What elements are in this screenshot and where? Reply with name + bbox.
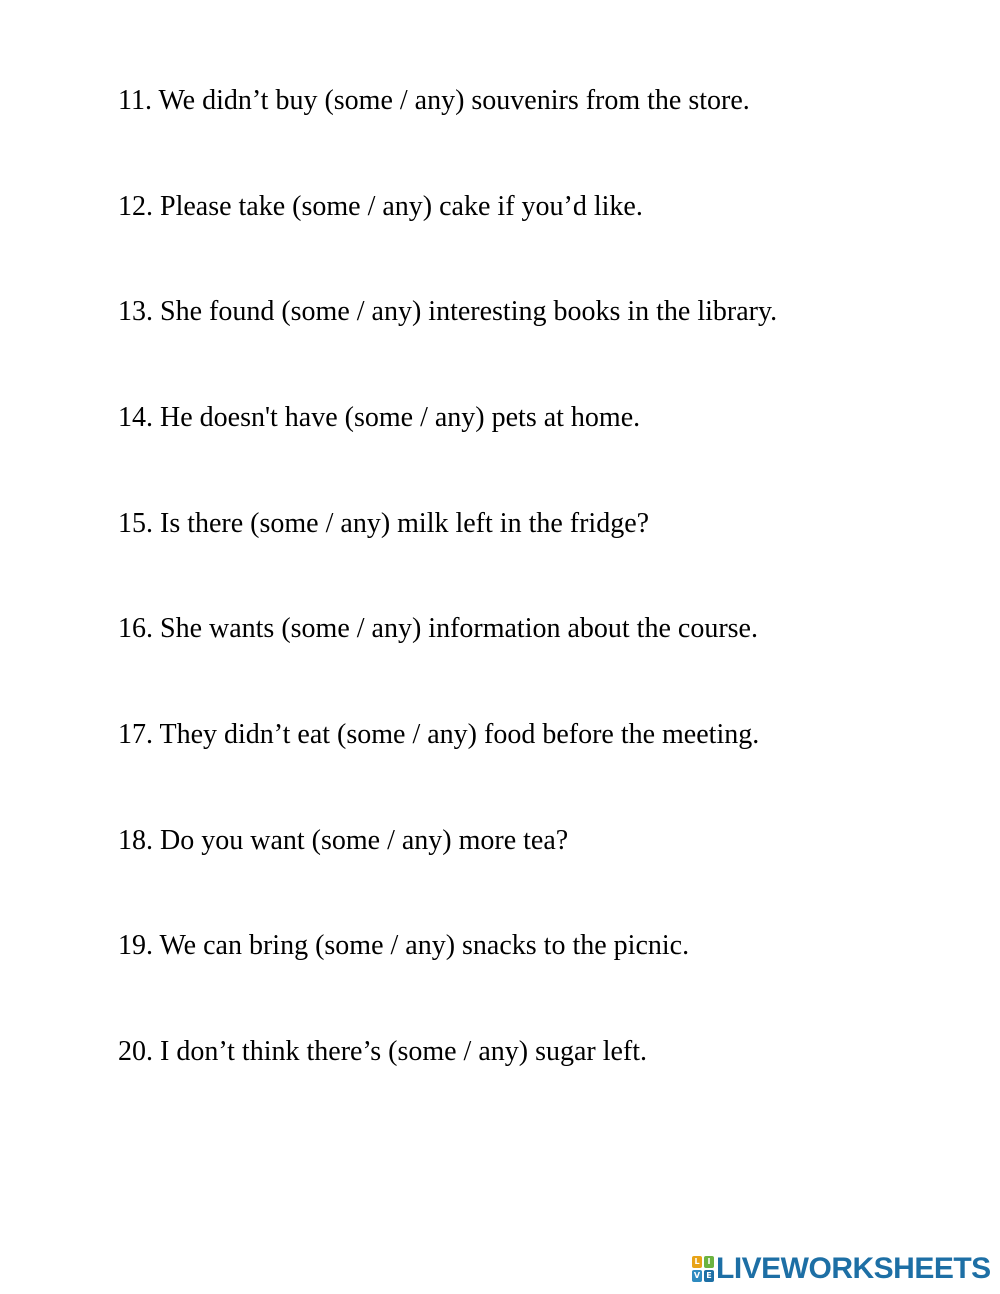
question-12: 12. Please take (some / any) cake if you’d like. <box>118 191 643 222</box>
question-19: 19. We can bring (some / any) snacks to the picnic. <box>118 930 690 961</box>
logo-letter-v: V <box>693 1271 701 1280</box>
question-13: 13. She found (some / any) interesting books in the library. <box>118 296 778 327</box>
logo-letter-e: E <box>704 1270 714 1282</box>
question-20: 20. I don’t think there’s (some / any) sugar left. <box>118 1036 648 1067</box>
question-18: 18. Do you want (some / any) more tea? <box>118 825 569 856</box>
question-11: 11. We didn’t buy (some / any) souvenirs from the store. <box>118 85 750 116</box>
logo-mark-icon <box>692 1256 714 1282</box>
liveworksheets-logo <box>692 1252 991 1286</box>
brand-name: LIVEWORKSHEETS <box>716 1252 991 1285</box>
logo-letter-i: I <box>704 1256 714 1268</box>
question-16: 16. She wants (some / any) information about the course. <box>118 613 758 644</box>
question-15: 15. Is there (some / any) milk left in the fridge? <box>118 508 650 539</box>
logo-letter-l: L <box>692 1256 702 1268</box>
question-17: 17. They didn’t eat (some / any) food before the meeting. <box>118 719 760 750</box>
question-14: 14. He doesn't have (some / any) pets at home. <box>118 402 641 433</box>
